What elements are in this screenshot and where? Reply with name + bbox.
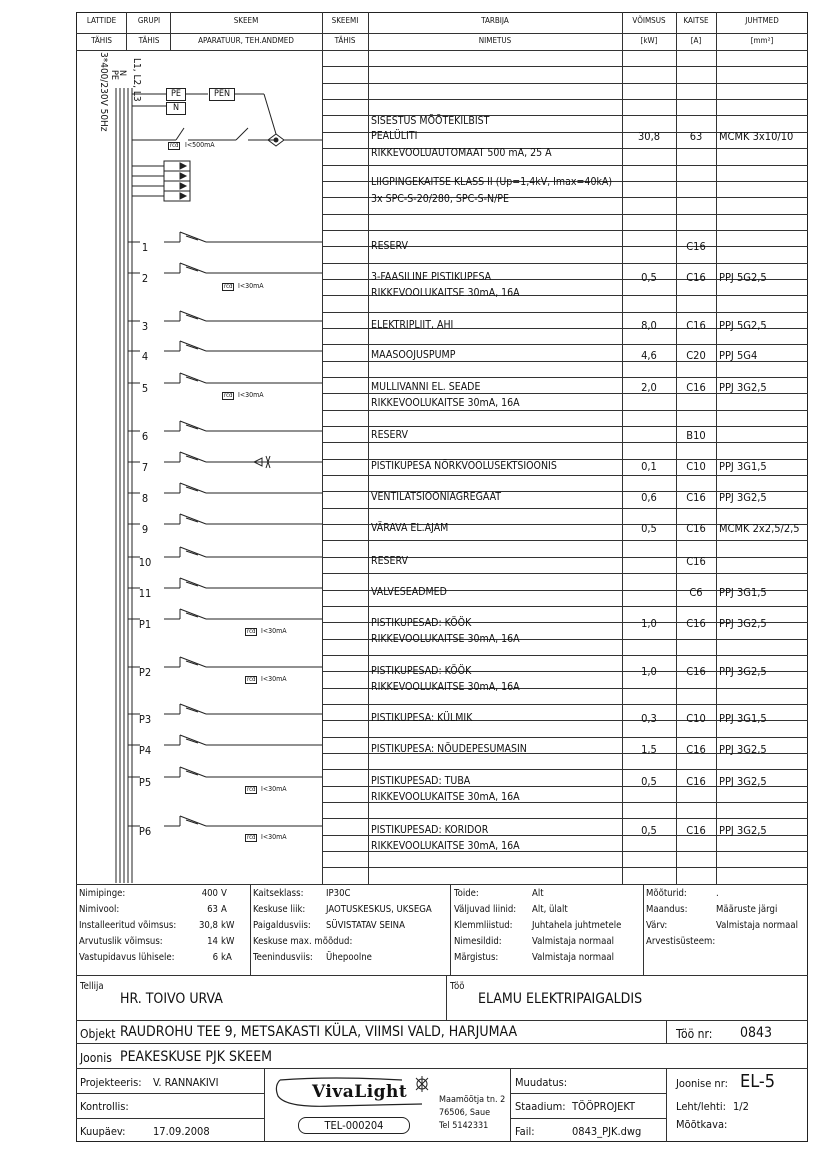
group-label: 10 (138, 556, 152, 569)
rcd-main-label: I<500mA (185, 141, 215, 149)
spec-label: Nimivool: (79, 904, 120, 915)
tellija-value: HR. TOIVO URVA (120, 991, 223, 1007)
header-col1-sub: TÄHIS (91, 36, 112, 45)
row-fuse: C6 (689, 586, 703, 599)
row-fuse: C16 (686, 271, 706, 284)
row-power: 4,6 (641, 349, 657, 362)
spec-value: 400 (201, 888, 218, 899)
group-label: 11 (138, 587, 152, 600)
row-name: ELEKTRIPLIIT, AHI (371, 319, 454, 331)
fail-label: Fail: (515, 1125, 535, 1138)
row-power: 0,6 (641, 491, 657, 504)
row-name: MAASOOJUSPUMP (371, 349, 456, 361)
row-sub: RIKKEVOOLUKAITSE 30mA, 16A (371, 633, 520, 645)
row-name: MULLIVANNI EL. SEADE (371, 381, 481, 393)
spec-unit: kA (221, 952, 232, 963)
spec-label: Mõõturid: (646, 888, 687, 899)
header-col8: JUHTMED (745, 16, 779, 25)
spec-label: Väljuvad liinid: (454, 904, 517, 915)
spec-label: Arvutuslik võimsus: (79, 936, 163, 947)
spec-label: Paigaldusviis: (253, 920, 311, 931)
row-cable: PPJ 3G2,5 (719, 491, 767, 504)
row-cable: PPJ 3G2,5 (719, 775, 767, 788)
objekt-label: Objekt (80, 1027, 116, 1041)
row-cable: PPJ 3G2,5 (719, 617, 767, 630)
row-name: PEALÜLITI (371, 130, 418, 142)
header-col7: KAITSE (683, 16, 709, 25)
rcd-tag: rcd (247, 786, 256, 793)
header-col3-sub: APARATUUR, TEH.ANDMED (198, 36, 294, 45)
toonr-label: Töö nr: (676, 1027, 713, 1041)
row-name: VÄRAVA EL.AJAM (371, 522, 449, 534)
spec-unit: A (221, 904, 227, 915)
row-fuse: C16 (686, 522, 706, 535)
row-cable: PPJ 3G2,5 (719, 743, 767, 756)
spec-unit: V (221, 888, 227, 899)
row-cable: PPJ 3G2,5 (719, 381, 767, 394)
row-name: SISESTUS MÕÕTEKILBIST (371, 115, 490, 127)
address-line: Tel 5142331 (439, 1121, 489, 1131)
row-fuse: C16 (686, 665, 706, 678)
tellija-label: Tellija (80, 981, 104, 992)
group-label: 9 (141, 523, 149, 536)
row-sub: RIKKEVOOLUKAITSE 30mA, 16A (371, 681, 520, 693)
row-fuse: C16 (686, 617, 706, 630)
spec-value: SÜVISTATAV SEINA (326, 920, 405, 931)
spec-label: Vastupidavus lühisele: (79, 952, 175, 963)
row-cable: PPJ 5G2,5 (719, 319, 767, 332)
row-name: RIKKEVOOLUAUTOMAAT 500 mA, 25 A (371, 147, 552, 159)
group-label: P1 (138, 618, 152, 631)
spec-value: Alt (532, 888, 544, 899)
staadium-label: Staadium: (515, 1100, 566, 1113)
row-cable: PPJ 3G2,5 (719, 665, 767, 678)
header-col2: GRUPI (137, 16, 161, 25)
pen-box: PEN (209, 88, 235, 101)
spec-value: Määruste järgi (716, 904, 778, 915)
row-power: 2,0 (641, 381, 657, 394)
joonis-label: Joonis (80, 1051, 112, 1065)
spec-value: 30,8 (198, 920, 218, 931)
row-name: 3x SPC-S-20/280, SPC-S-N/PE (371, 193, 509, 205)
group-label: 7 (141, 461, 149, 474)
row-name: PISTIKUPESA: NÕUDEPESUMASIN (371, 743, 527, 755)
row-power: 1,0 (641, 617, 657, 630)
row-fuse: 63 (689, 130, 703, 143)
pe-label: PE (109, 70, 119, 80)
row-fuse: C16 (686, 824, 706, 837)
rcd-30ma-label: I<30mA (261, 833, 287, 841)
spec-value: Juhtahela juhtmetele (532, 920, 622, 931)
group-label: 3 (141, 320, 149, 333)
n-label: N (117, 70, 127, 77)
pe-box: PE (166, 88, 186, 101)
row-fuse: C10 (686, 460, 706, 473)
rcd-main-tag: rcd (170, 142, 179, 149)
group-label: P4 (138, 744, 152, 757)
row-power: 0,5 (641, 271, 657, 284)
row-fuse: C20 (686, 349, 706, 362)
row-cable: PPJ 3G1,5 (719, 712, 767, 725)
row-power: 1,5 (641, 743, 657, 756)
spec-label: Kaitseklass: (253, 888, 304, 899)
spec-label: Installeeritud võimsus: (79, 920, 177, 931)
row-power: 0,5 (641, 775, 657, 788)
row-fuse: B10 (686, 429, 706, 442)
header-col7-sub: [A] (690, 36, 702, 45)
header-col6-sub: [kW] (640, 36, 658, 45)
spec-label: Värv: (646, 920, 668, 931)
spec-label: Klemmliistud: (454, 920, 513, 931)
joonisenr-label: Joonise nr: (676, 1077, 728, 1090)
rcd-30ma-label: I<30mA (261, 627, 287, 635)
group-label: P2 (138, 666, 152, 679)
row-name: PISTIKUPESAD: KORIDOR (371, 824, 489, 836)
spec-value: Ühepoolne (326, 952, 372, 963)
kuupaev-label: Kuupäev: (80, 1125, 126, 1138)
n-box: N (166, 102, 186, 115)
spec-value: JAOTUSKESKUS, UKSEGA (326, 904, 432, 915)
spec-value: Alt, ülalt (532, 904, 568, 915)
spec-label: Keskuse max. mõõdud: (253, 936, 353, 947)
phases-label: L1, L2, L3 (131, 58, 142, 102)
kuupaev-value: 17.09.2008 (153, 1125, 210, 1138)
spec-value: 14 (207, 936, 218, 947)
rcd-30ma-label: I<30mA (261, 785, 287, 793)
address-line: 76506, Saue (439, 1108, 491, 1118)
row-power: 0,5 (641, 522, 657, 535)
group-label: P3 (138, 713, 152, 726)
staadium-value: TÖÖPROJEKT (572, 1100, 636, 1113)
row-name: RESERV (371, 240, 408, 252)
spec-value: Valmistaja normaal (532, 936, 614, 947)
row-name: RESERV (371, 429, 408, 441)
row-cable: PPJ 3G1,5 (719, 586, 767, 599)
row-cable: MCMK 3x10/10 (719, 130, 794, 143)
rcd-tag: rcd (247, 676, 256, 683)
row-power: 0,5 (641, 824, 657, 837)
row-sub: RIKKEVOOLUKAITSE 30mA, 16A (371, 840, 520, 852)
fail-value: 0843_PJK.dwg (572, 1125, 642, 1138)
row-power: 0,1 (641, 460, 657, 473)
row-cable: PPJ 3G1,5 (719, 460, 767, 473)
row-fuse: C16 (686, 319, 706, 332)
rcd-30ma-label: I<30mA (238, 391, 264, 399)
group-label: 1 (141, 241, 149, 254)
row-power: 30,8 (637, 130, 661, 143)
toonr-value: 0843 (740, 1025, 773, 1041)
group-label: 5 (141, 382, 149, 395)
spec-value: Valmistaja normaal (716, 920, 798, 931)
header-col4: SKEEMI (331, 16, 359, 25)
group-label: 8 (141, 492, 149, 505)
header-col2-sub: TÄHIS (138, 36, 160, 45)
spec-label: Teenindusviis: (253, 952, 313, 963)
address-line: Maamõõtja tn. 2 (439, 1095, 506, 1105)
row-name: VENTILATSIOONIAGREGAAT (371, 491, 502, 503)
header-col3: SKEEM (233, 16, 259, 25)
spec-label: Märgistus: (454, 952, 499, 963)
row-sub: RIKKEVOOLUKAITSE 30mA, 16A (371, 287, 520, 299)
group-label: 6 (141, 430, 149, 443)
header-col5-sub: NIMETUS (478, 36, 512, 45)
row-fuse: C16 (686, 381, 706, 394)
rcd-tag: rcd (247, 628, 256, 635)
too-value: ELAMU ELEKTRIPAIGALDIS (478, 991, 643, 1007)
row-name: PISTIKUPESAD: KÖÖK (371, 617, 472, 629)
spec-unit: kW (221, 936, 235, 947)
muudatus-label: Muudatus: (515, 1076, 568, 1089)
group-label: 4 (141, 350, 149, 363)
spec-value: 63 (207, 904, 218, 915)
spec-label: Arvestisüsteem: (646, 936, 716, 947)
joonis-value: PEAKESKUSE PJK SKEEM (120, 1049, 273, 1065)
row-fuse: C16 (686, 491, 706, 504)
mootkava-label: Mõõtkava: (676, 1118, 728, 1131)
projekteeris-value: V. RANNAKIVI (153, 1076, 219, 1089)
row-cable: PPJ 5G4 (719, 349, 758, 362)
rcd-tag: rcd (247, 834, 256, 841)
spec-value: Valmistaja normaal (532, 952, 614, 963)
spec-value: . (716, 888, 719, 899)
rcd-30ma-label: I<30mA (238, 282, 264, 290)
logo-text: VivaLight (312, 1082, 408, 1102)
row-fuse: C16 (686, 240, 706, 253)
row-name: 3-FAASILINE PISTIKUPESA (371, 271, 492, 283)
spec-label: Toide: (454, 888, 479, 899)
tel-box: TEL-000204 (298, 1117, 410, 1134)
header-col1: LATTIDE (86, 16, 117, 25)
spec-label: Maandus: (646, 904, 688, 915)
row-name: PISTIKUPESA NÕRKVOOLUSEKTSIOONIS (371, 460, 557, 472)
row-name: VALVESEADMED (371, 586, 447, 598)
header-col5: TARBIJA (481, 16, 509, 25)
row-fuse: C16 (686, 743, 706, 756)
spec-unit: kW (221, 920, 235, 931)
rcd-tag: rcd (224, 392, 233, 399)
header-col6: VÕIMSUS (632, 16, 666, 25)
row-sub: RIKKEVOOLUKAITSE 30mA, 16A (371, 791, 520, 803)
row-name: RESERV (371, 555, 408, 567)
spec-label: Nimipinge: (79, 888, 126, 899)
row-power: 8,0 (641, 319, 657, 332)
row-name: PISTIKUPESAD: KÖÖK (371, 665, 472, 677)
group-label: 2 (141, 272, 149, 285)
group-label: P6 (138, 825, 152, 838)
rcd-30ma-label: I<30mA (261, 675, 287, 683)
projekteeris-label: Projekteeris: (80, 1076, 142, 1089)
joonisenr-value: EL-5 (740, 1071, 776, 1092)
row-sub: RIKKEVOOLUKAITSE 30mA, 16A (371, 397, 520, 409)
row-power: 0,3 (641, 712, 657, 725)
row-name: PISTIKUPESAD: TUBA (371, 775, 471, 787)
single-line-schematic (76, 48, 322, 886)
spec-value: 6 (212, 952, 218, 963)
row-cable: MCMK 2x2,5/2,5 (719, 522, 800, 535)
row-cable: PPJ 5G2,5 (719, 271, 767, 284)
spec-label: Keskuse liik: (253, 904, 306, 915)
rcd-tag: rcd (224, 283, 233, 290)
kontrollis-label: Kontrollis: (80, 1100, 129, 1113)
row-cable: PPJ 3G2,5 (719, 824, 767, 837)
leht-label: Leht/lehti: (676, 1100, 726, 1113)
supply-label: 3*400/230V 50Hz (98, 52, 109, 132)
too-label: Töö (450, 981, 465, 992)
header-col4-sub: TÄHIS (334, 36, 356, 45)
group-label: P5 (138, 776, 152, 789)
leht-value: 1/2 (733, 1100, 749, 1113)
spec-value: IP30C (326, 888, 351, 899)
row-name: PISTIKUPESA: KÜLMIK (371, 712, 473, 724)
objekt-value: RAUDROHU TEE 9, METSAKASTI KÜLA, VIIMSI VALD, HARJUMAA (120, 1024, 518, 1040)
row-power: 1,0 (641, 665, 657, 678)
header-col8-sub: [mm²] (750, 36, 774, 45)
row-fuse: C10 (686, 712, 706, 725)
row-name: LIIGPINGEKAITSE KLASS II (Up=1,4kV, Imax=40kA) (371, 176, 613, 188)
row-fuse: C16 (686, 775, 706, 788)
row-fuse: C16 (686, 555, 706, 568)
spec-label: Nimesildid: (454, 936, 502, 947)
